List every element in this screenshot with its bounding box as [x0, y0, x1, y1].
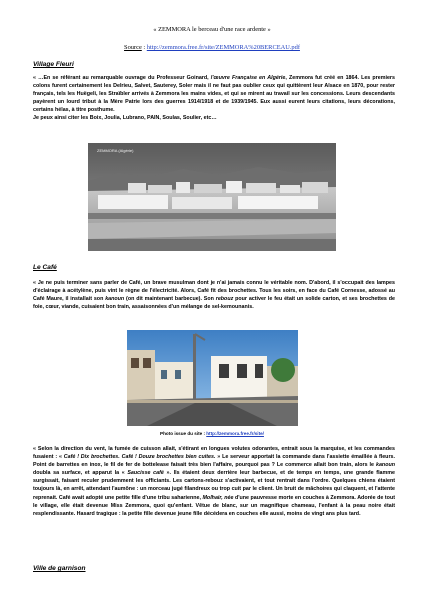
- italic-word-kanoun: kanoun: [105, 296, 125, 303]
- photo-credit-label: Photo issue du site :: [160, 431, 207, 436]
- document-title: « ZEMMORA le berceau d'une race ardente »: [153, 26, 271, 33]
- photo-caption: ZEMMORA (Algérie): [97, 148, 134, 153]
- text-run: d'une pauvresse morte en couches à Zemmora. Adorée de tout le village, elle était devenue Miss Zemmora, quoi qu'enfant. Vêtue de blanc, sur un magnifique chameau, l'enfant à la peau noire était resplendissante. Hasard tragique : la petite fille devenue jeune fille décédera en couches elle aussi, moins de vingt ans plus tard.: [33, 494, 395, 517]
- text-run: » Le serveur apportait la commande dans l'assiette émaillée à fleurs. Point de barrettes en inox, le fil de fer de bottelease faisait très bien l'affaire, pourquoi pas ? Le commerce allait bon train, alors le: [33, 454, 395, 469]
- photo-credit-link[interactable]: http://zemmora.free.fr/site/: [206, 431, 264, 436]
- italic-quote: Café ! Dix brochettes. Café ! Douze brochettes bien cuites.: [63, 454, 216, 461]
- text-run: « Je ne puis terminer sans parler de Café, un brave musulman dont je n'ai jamais connu le véritable nom. D'abord, il s'occupait des lampes d'éclairage à acétylène, puis vint le règne de l'électricité. Alors, Café fit des brochettes. Tous les soirs, en face du Café Cornesse, adossé au Café Maure, il installait son: [33, 280, 395, 303]
- italic-saucisse-cafe: Saucisse café: [127, 470, 164, 477]
- street-photo: [127, 330, 298, 426]
- paragraph-village-history: [33, 74, 395, 123]
- text-run: Je peux ainsi citer les Boix, Joulia, Lubrano, PAIN, Soulas, Soulier, etc…: [33, 115, 217, 122]
- section-heading-village-fleuri: Village Fleuri: [33, 61, 74, 68]
- source-separator: :: [141, 44, 147, 51]
- source-line: [0, 44, 424, 51]
- paragraph-cafe-intro: [33, 279, 395, 311]
- source-label: Source: [124, 44, 142, 51]
- village-photo: [88, 143, 336, 251]
- section-heading-ville-de-garnison: Ville de garnison: [33, 565, 86, 572]
- source-link[interactable]: http://zemmora.free.fr/site/ZEMMORA%20BERCEAU.pdf: [146, 44, 300, 51]
- text-run: pour activer le feu était un solide carton, et ses brochettes de foie, cœur, viande, cuisaient bon train, assaisonnées d'un mélange de sel-kemounanis.: [33, 296, 395, 311]
- text-run: , Zemmora fut créé en 1864. Les premiers colons furent certainement les Delrieu, Salvet, Sauterey, Soler mais il ne faut pas oublier ceux qui quittèrent leur Alsace en 1870, pour rester français, tels les Huëgeli, les Straïbler arrivés à Zemmora les mains vides, et qui se mirent au travail sur les concessions. Leurs descendants payèrent un lourd tribut à la Mère Patrie lors des guerres 1914/1918 et de 1939/1945. Eux aussi eurent leurs citations, leurs décorations, certains hélas, à titre posthume.: [33, 75, 395, 114]
- italic-name-molhair: Molhair, née: [202, 494, 234, 501]
- italic-word-rebouz: rebouz: [215, 296, 234, 303]
- text-run: « Selon la direction du vent, la fumée de cuisson allait, s'étirant en longues volutes odorantes, entrait sous la marquise, et les commandes fusaient : «: [33, 446, 395, 461]
- text-run: « …En se référant au remarquable ouvrage du Professeur Goinard,: [33, 75, 211, 81]
- italic-word-kanoun: kanoun: [375, 462, 395, 469]
- photo-credit: [0, 431, 424, 436]
- paragraph-cafe-story: [33, 445, 395, 518]
- italic-book-title: l'œuvre Française en Algérie: [210, 75, 286, 81]
- text-run: doubla sa surface, et apparut la «: [33, 470, 128, 477]
- section-heading-le-cafe: Le Café: [33, 264, 57, 271]
- text-run: (on dit maintenant barbecue). Son: [124, 296, 216, 303]
- text-run: ». Ils étaient deux derrière leur barbecue, et de temps en temps, une grande flamme surgissait, faisant reculer prudemment les officiants. Les cartons-rebouz s'activaient, et tout rentrait dans l'ordre. Quelques chiens étaient toujours là, en arrêt, attendant l'aumône : un morceau jugé filandreux ou trop cuit par le client. Un bruit de mâchoires qui claquent, et l'attente reprenait. Café avait adopté une petite fille d'une tribu saharienne,: [33, 470, 395, 501]
